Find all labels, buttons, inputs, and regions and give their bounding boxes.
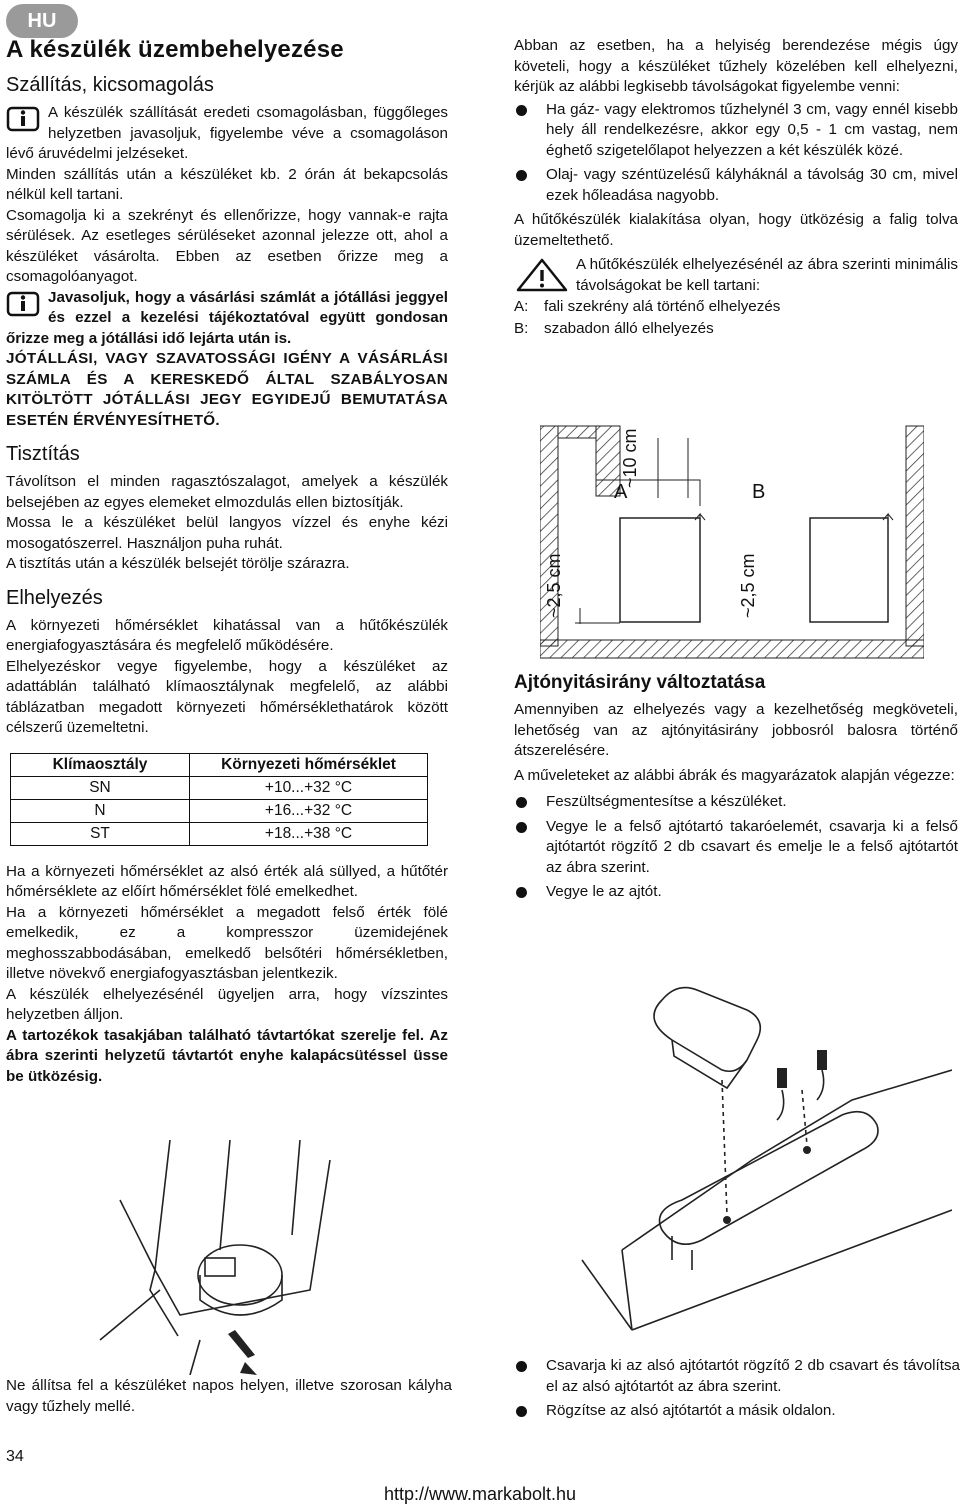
label-side-b: ~2,5 cm (738, 553, 758, 618)
clearance-diagram (540, 418, 924, 662)
label-a: A (614, 481, 628, 503)
table-cell: ST (11, 822, 190, 845)
list-item: Olaj- vagy széntüzelésű kályháknál a távolság 30 cm, mivel ezek hőleadása nagyobb. (514, 165, 958, 206)
min-distance-text: A hűtőkészülék elhelyezésénél az ábra szerinti minimális távolságokat be kell tartani: (576, 256, 958, 294)
info-note-invoice (6, 288, 448, 350)
label-b-row: B: szabadon álló elhelyezés (514, 320, 714, 337)
clean-text-2: Mossa le a készüléket belül langyos vízzel és enyhe kézi mosogatószerrel. Használjon puha ruhát. (6, 514, 448, 552)
list-item: Feszültségmentesítse a készüléket. (514, 792, 958, 813)
list-item: Csavarja ki az alsó ajtótartót rögzítő 2 db csavart és távolítsa el az alsó ajtótartót az ábra szerint. (514, 1356, 960, 1397)
footer-link[interactable]: http://www.markabolt.hu (383, 1484, 577, 1504)
clean-text-1: Távolítson el minden ragasztószalagot, amelyek a készülék belsejében az egyes elemeket elmozdulás ellen biztosítják. (6, 473, 448, 511)
right-column (514, 36, 958, 340)
table-row (11, 822, 428, 845)
info-note-transport (6, 103, 448, 165)
place-text-4: Ha a környezeti hőmérséklet a megadott felső érték fölé emelkedik, ez a kompresszor üzemidejének meghosszabbodásában, emelkedő belsőtéri hőmérsékletben, illetve növekvő energiafogyasztásban jelentkezik. (6, 903, 448, 982)
table-row (11, 799, 428, 822)
bullet-icon (516, 170, 527, 181)
label-a-row: A: fali szekrény alá történő elhelyezés (514, 298, 781, 315)
bullet-icon (516, 887, 527, 898)
bullet-icon (516, 105, 527, 116)
table-cell: +16...+32 °C (190, 799, 428, 822)
heading-transport: Szállítás, kicsomagolás (6, 74, 214, 96)
clean-text-3: A tisztítás után a készülék belsejét törölje szárazra. (6, 555, 350, 572)
place-text-5: A készülék elhelyezésénél ügyeljen arra, hogy vízszintes helyzetben álljon. (6, 985, 448, 1023)
door-text-1: Amennyiben az elhelyezés vagy a kezelhetőség megköveteli, lehetőség van az ajtónyitásirány jobbosról balosra történő átszerelésére. (514, 701, 958, 759)
bottom-right-list (514, 1354, 960, 1426)
table-header: Környezeti hőmérséklet (190, 753, 428, 776)
placement-warning-text: Ne állítsa fel a készüléket napos helyen, illetve szorosan kályha vagy tűzhely mellé. (6, 1377, 452, 1415)
label-b: B (752, 481, 766, 503)
label-top-gap: ~10 cm (620, 428, 640, 488)
lower-hinge-steps (514, 1356, 960, 1422)
place-text-1: A környezeti hőmérséklet kihatással van a hűtőkészülék energiafogyasztására és megfelelő működésére. (6, 616, 448, 654)
list-item: Rögzítse az alsó ajtótartót a másik oldalon. (514, 1401, 960, 1422)
climate-class-table (10, 753, 428, 846)
warranty-caps-text: JÓTÁLLÁSI, VAGY SZAVATOSSÁGI IGÉNY A VÁSÁRLÁSI SZÁMLA ÉS A KERESKEDŐ ÁLTAL SZABÁLYOSAN KITÖLTÖTT JÓTÁLLÁSI JEGY EGYIDEJŰ BEMUTATÁSA ESETÉN ÉRVÉNYESÍTHETŐ. (6, 350, 448, 429)
transport-text-1: A készülék szállítását eredeti csomagolásban, függőleges helyzetben javasoljuk, figyelembe véve a csomagoláson lévő áruvédelmi jelzéseket. (6, 104, 448, 162)
bullet-icon (516, 822, 527, 833)
place-text-2: Elhelyezéskor vegye figyelembe, hogy a készüléket az adattáblán található klímaosztálynak megfelelő, az alábbi táblázatban megadott környezeti hőmérséklethatárok között célszerű üzemeltetni. (6, 657, 448, 736)
heading-placement: Elhelyezés (6, 586, 103, 609)
door-text-2: A műveleteket az alábbi ábrák és magyarázatok alapján végezze: (514, 766, 955, 784)
left-column (6, 36, 448, 1087)
transport-text-2: Minden szállítás után a készüléket kb. 2 órán át bekapcsolás nélkül kell tartani. (6, 165, 448, 203)
page-number: 34 (6, 1448, 24, 1465)
warning-note (514, 255, 958, 296)
table-cell: N (11, 799, 190, 822)
ventilation-text: A hűtőkészülék kialakítása olyan, hogy ütközésig a falig tolva üzemeltethető. (514, 211, 958, 249)
info-icon (6, 105, 40, 133)
label-side-a: ~2,5 cm (544, 553, 564, 618)
invoice-note: Javasoljuk, hogy a vásárlási számlát a jótállási jeggyel és ezzel a kezelési tájékoztatóval együtt gondosan őrizze meg a jótállási idő lejárta után is. (6, 288, 448, 347)
table-cell: +18...+38 °C (190, 822, 428, 845)
language-badge: HU (6, 4, 78, 38)
warning-triangle-icon (514, 257, 570, 293)
table-header: Klímaosztály (11, 753, 190, 776)
door-steps-list (514, 792, 958, 903)
list-item: Ha gáz- vagy elektromos tűzhelynél 3 cm, vagy ennél kisebb hely áll rendelkezésre, akkor egy 0,5 - 1 cm vastag, nem éghető szigetelőlapot helyezzen a két készülék közé. (514, 100, 958, 162)
bullet-icon (516, 1361, 527, 1372)
spacer-installation-illustration (60, 1140, 390, 1375)
info-icon (6, 290, 40, 318)
list-item: Vegye le a felső ajtótartó takaróelemét, csavarja ki a felső ajtótartót rögzítő 2 db csavart és emelje le a felső ajtótartót az ábra szerint. (514, 817, 958, 879)
bottom-left-text (6, 1376, 452, 1417)
page-title: A készülék üzembehelyezése (6, 36, 344, 63)
bullet-icon (516, 1406, 527, 1417)
table-cell: +10...+32 °C (190, 776, 428, 799)
transport-text-3: Csomagolja ki a szekrényt és ellenőrizze, hogy vannak-e rajta sérülések. Az esetleges sérüléseket azonnal jelezze ott, ahol a készüléket vásárolta. Ebben az esetben őrizze meg a csomagolóanyagot. (6, 206, 448, 285)
table-row (11, 776, 428, 799)
place-text-3: Ha a környezeti hőmérséklet az alsó érték alá süllyed, a hűtőtér hőmérséklete az előírt hőmérséklet fölé emelkedhet. (6, 862, 448, 900)
door-reversal-section (514, 672, 958, 907)
heading-cleaning: Tisztítás (6, 443, 80, 465)
stove-distance-list (514, 100, 958, 207)
heading-door-reversal: Ajtónyitásirány változtatása (514, 672, 766, 693)
table-cell: SN (11, 776, 190, 799)
spacer-note: A tartozékok tasakjában található távtartókat szerelje fel. Az ábra szerinti helyzetű távtartót enyhe kalapácsütéssel üsse be ütközésig. (6, 1026, 448, 1085)
hinge-removal-illustration (522, 960, 952, 1340)
bullet-icon (516, 797, 527, 808)
stove-distance-intro: Abban az esetben, ha a helyiség berendezése mégis úgy követeli, hogy a készüléket tűzhely közelében kell elhelyezni, kérjük az alábbi legkisebb távolságokat figyelembe venni: (514, 37, 958, 95)
list-item: Vegye le az ajtót. (514, 882, 958, 903)
